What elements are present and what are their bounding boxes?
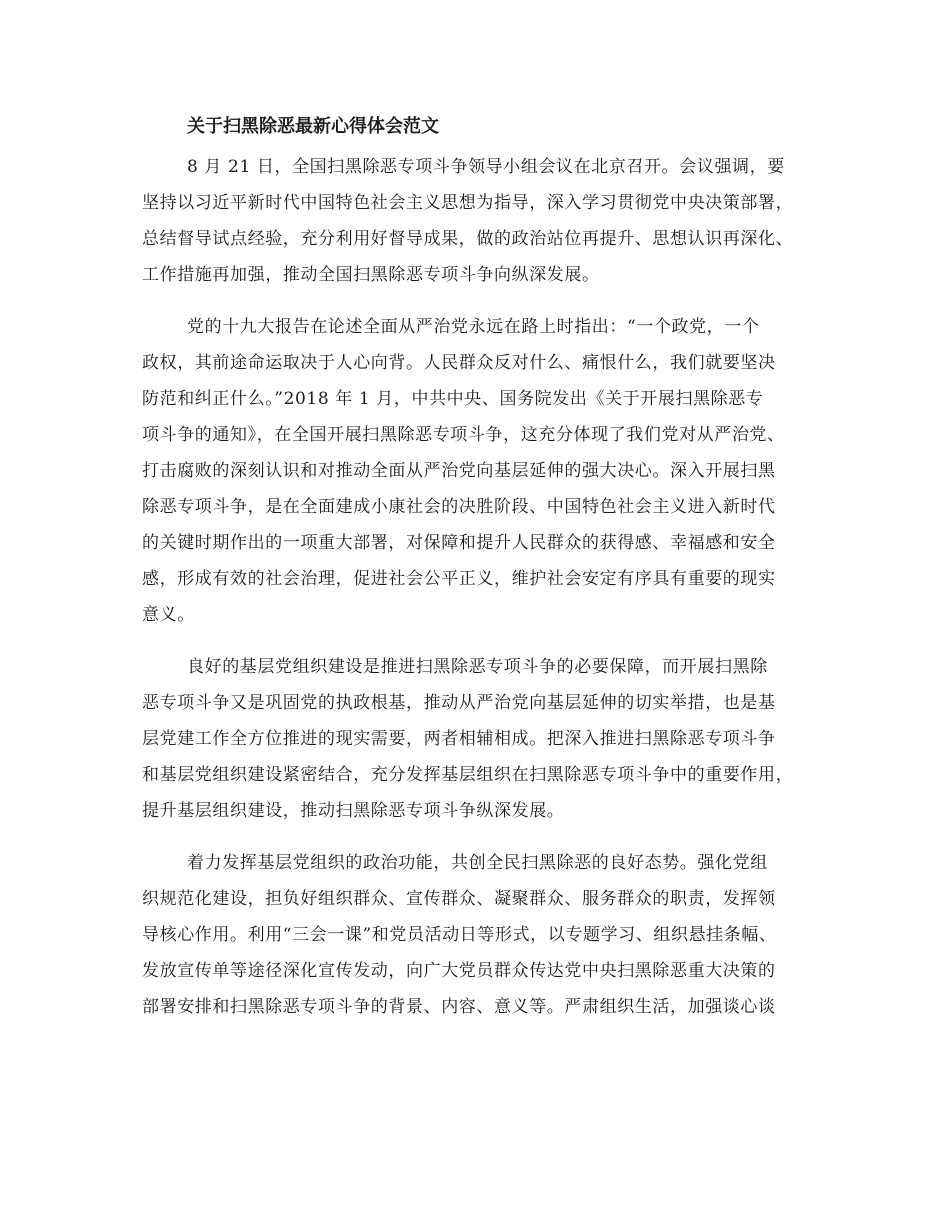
paragraph-line: 和基层党组织建设紧密结合，充分发挥基层组织在扫黑除恶专项斗争中的重要作用，: [142, 765, 794, 785]
paragraph-1: [142, 149, 828, 293]
paragraph-line: 政权，其前途命运取决于人心向背。人民群众反对什么、痛恨什么，我们就要坚决: [142, 353, 776, 373]
paragraph-line: 恶专项斗争又是巩固党的执政根基，推动从严治党向基层延伸的切实举措，也是基: [142, 693, 776, 713]
paragraph-line: 工作措施再加强，推动全国扫黑除恶专项斗争向纵深发展。: [142, 265, 600, 285]
paragraph-line: 除恶专项斗争，是在全面建成小康社会的决胜阶段、中国特色社会主义进入新时代: [142, 497, 776, 517]
paragraph-line: 8 月 21 日，全国扫黑除恶专项斗争领导小组会议在北京召开。会议强调，要: [187, 157, 785, 177]
paragraph-line: 良好的基层党组织建设是推进扫黑除恶专项斗争的必要保障，而开展扫黑除: [187, 657, 768, 677]
paragraph-line: 打击腐败的深刻认识和对推动全面从严治党向基层延伸的强大决心。深入开展扫黑: [142, 461, 776, 481]
paragraph-line: 层党建工作全方位推进的现实需要，两者相辅相成。把深入推进扫黑除恶专项斗争: [142, 729, 776, 749]
paragraph-line: 着力发挥基层党组织的政治功能，共创全民扫黑除恶的良好态势。强化党组: [187, 853, 768, 873]
paragraph-line: 发放宣传单等途径深化宣传发动，向广大党员群众传达党中央扫黑除恶重大决策的: [142, 961, 776, 981]
paragraph-line: 党的十九大报告在论述全面从严治党永远在路上时指出：“一个政党，一个: [187, 317, 760, 337]
document-title: 关于扫黑除恶最新心得体会范文: [187, 116, 439, 137]
paragraph-line: 织规范化建设，担负好组织群众、宣传群众、凝聚群众、服务群众的职责，发挥领: [142, 889, 776, 909]
paragraph-line: 总结督导试点经验，充分利用好督导成果，做的政治站位再提升、思想认识再深化、: [142, 229, 794, 249]
paragraph-2: [142, 309, 828, 633]
paragraph-line: 提升基层组织建设，推动扫黑除恶专项斗争纵深发展。: [142, 801, 565, 821]
paragraph-line: 感，形成有效的社会治理，促进社会公平正义，维护社会安定有序具有重要的现实: [142, 569, 776, 589]
paragraph-line: 部署安排和扫黑除恶专项斗争的背景、内容、意义等。严肃组织生活，加强谈心谈: [142, 997, 776, 1017]
paragraph-line: 项斗争的通知》，在全国开展扫黑除恶专项斗争，这充分体现了我们党对从严治党、: [142, 425, 785, 445]
paragraph-line: 的关键时期作出的一项重大部署，对保障和提升人民群众的获得感、幸福感和安全: [142, 533, 776, 553]
paragraph-line: 坚持以习近平新时代中国特色社会主义思想为指导，深入学习贯彻党中央决策部署，: [142, 193, 794, 213]
document-body: [142, 113, 828, 1041]
paragraph-line: 意义。: [142, 605, 195, 625]
paragraph-3: [142, 649, 828, 829]
paragraph-line: 防范和纠正什么。”2018 年 1 月，中共中央、国务院发出《关于开展扫黑除恶专: [142, 389, 764, 409]
paragraph-4: [142, 845, 828, 1025]
paragraph-line: 导核心作用。利用“三会一课”和党员活动日等形式，以专题学习、组织悬挂条幅、: [142, 925, 777, 945]
